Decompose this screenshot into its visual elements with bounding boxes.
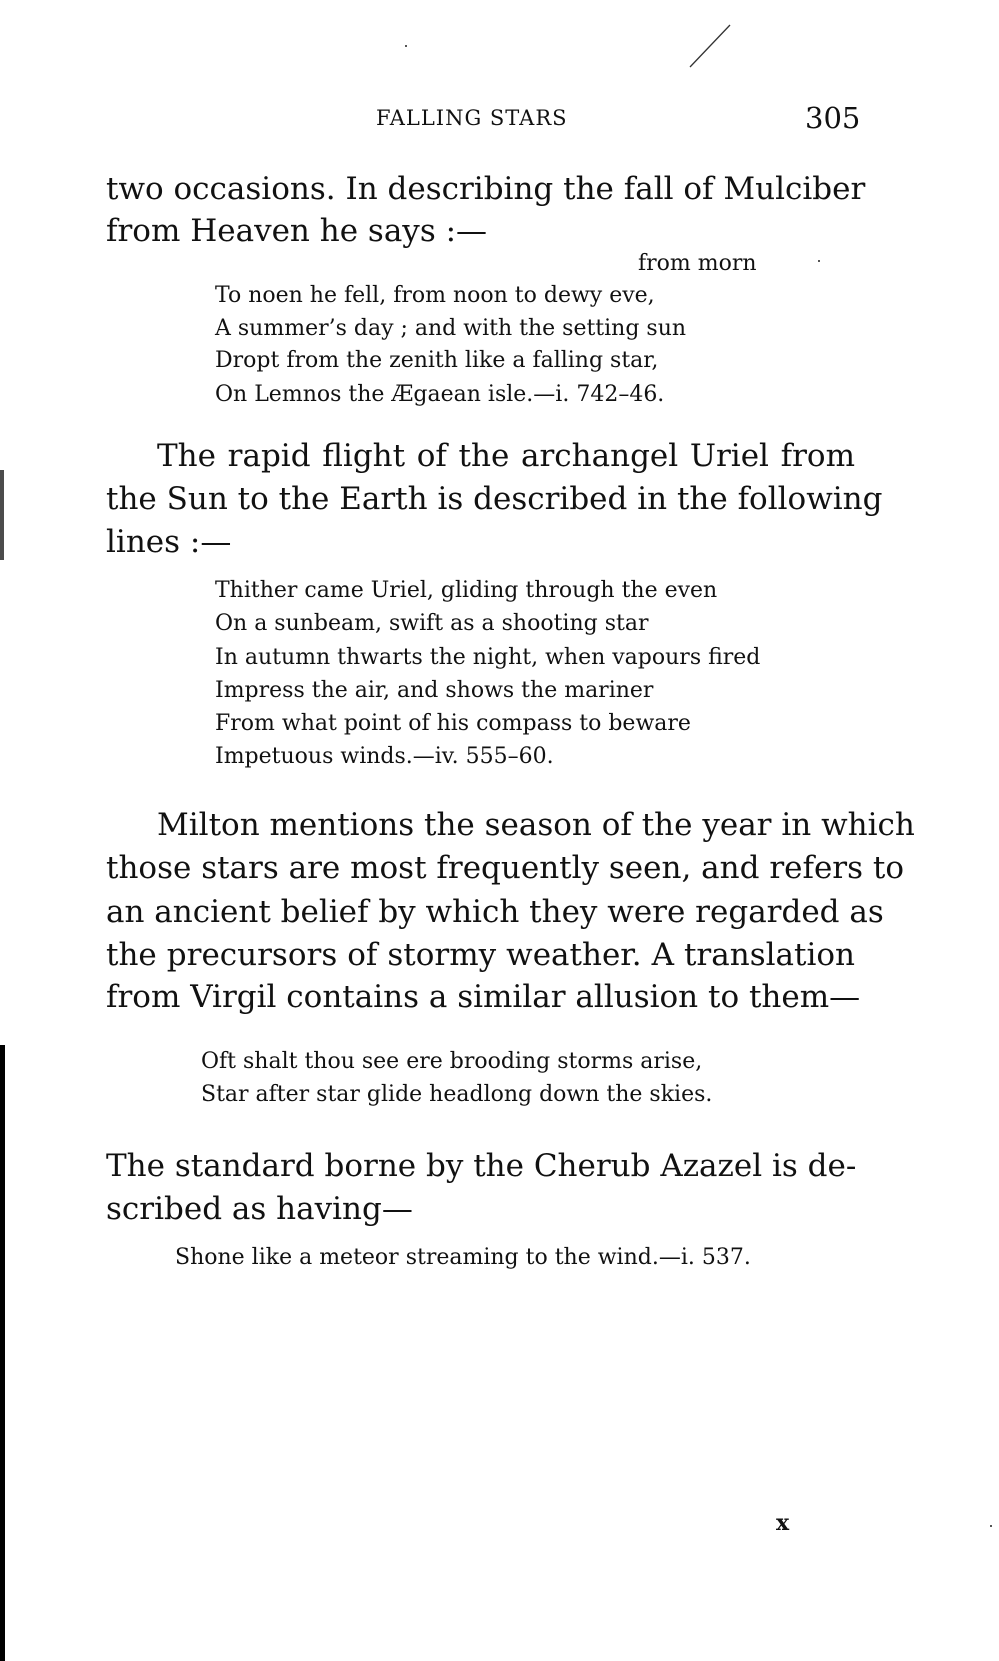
signature-mark: x bbox=[776, 1510, 790, 1536]
body-line: from Virgil contains a similar allusion to them— bbox=[106, 979, 861, 1015]
scan-edge-mark bbox=[0, 470, 4, 560]
verse-lead: from morn bbox=[638, 251, 757, 276]
body-line: the Sun to the Earth is described in the following bbox=[106, 481, 883, 517]
body-line: The standard borne by the Cherub Azazel is de- bbox=[106, 1148, 857, 1184]
verse-line: Star after star glide headlong down the skies. bbox=[201, 1082, 713, 1107]
body-line: Milton mentions the season of the year in which bbox=[157, 807, 915, 843]
page-number: 305 bbox=[805, 101, 861, 135]
verse-line: Thither came Uriel, gliding through the even bbox=[215, 578, 718, 603]
verse-line: Shone like a meteor streaming to the wind.—i. 537. bbox=[175, 1245, 751, 1270]
scan-speck bbox=[990, 1525, 992, 1527]
verse-line: On a sunbeam, swift as a shooting star bbox=[215, 611, 649, 636]
body-line: scribed as having— bbox=[106, 1191, 413, 1227]
verse-line: Impress the air, and shows the mariner bbox=[215, 678, 654, 703]
verse-line: On Lemnos the Ægaean isle.—i. 742–46. bbox=[215, 382, 665, 407]
verse-line: In autumn thwarts the night, when vapours fired bbox=[215, 645, 761, 670]
verse-line: Impetuous winds.—iv. 555–60. bbox=[215, 744, 554, 769]
scan-edge-shadow bbox=[0, 1045, 5, 1661]
verse-line: To noen he fell, from noon to dewy eve, bbox=[215, 283, 655, 308]
body-line: an ancient belief by which they were regarded as bbox=[106, 894, 884, 930]
body-line: The rapid flight of the archangel Uriel from bbox=[157, 438, 855, 474]
verse-line: From what point of his compass to beware bbox=[215, 711, 691, 736]
body-line: lines :— bbox=[106, 524, 232, 560]
pencil-mark bbox=[685, 22, 735, 72]
running-title: FALLING STARS bbox=[376, 106, 568, 130]
body-line: those stars are most frequently seen, and refers to bbox=[106, 850, 905, 886]
verse-line: A summer’s day ; and with the setting sun bbox=[215, 316, 687, 341]
verse-line: Oft shalt thou see ere brooding storms arise, bbox=[201, 1049, 703, 1074]
scan-speck bbox=[405, 45, 407, 47]
body-line: two occasions. In describing the fall of Mulciber bbox=[106, 171, 866, 207]
body-line: from Heaven he says :— bbox=[106, 213, 488, 249]
body-line: the precursors of stormy weather. A translation bbox=[106, 937, 855, 973]
verse-line: Dropt from the zenith like a falling star, bbox=[215, 348, 659, 373]
scan-speck bbox=[818, 260, 820, 262]
